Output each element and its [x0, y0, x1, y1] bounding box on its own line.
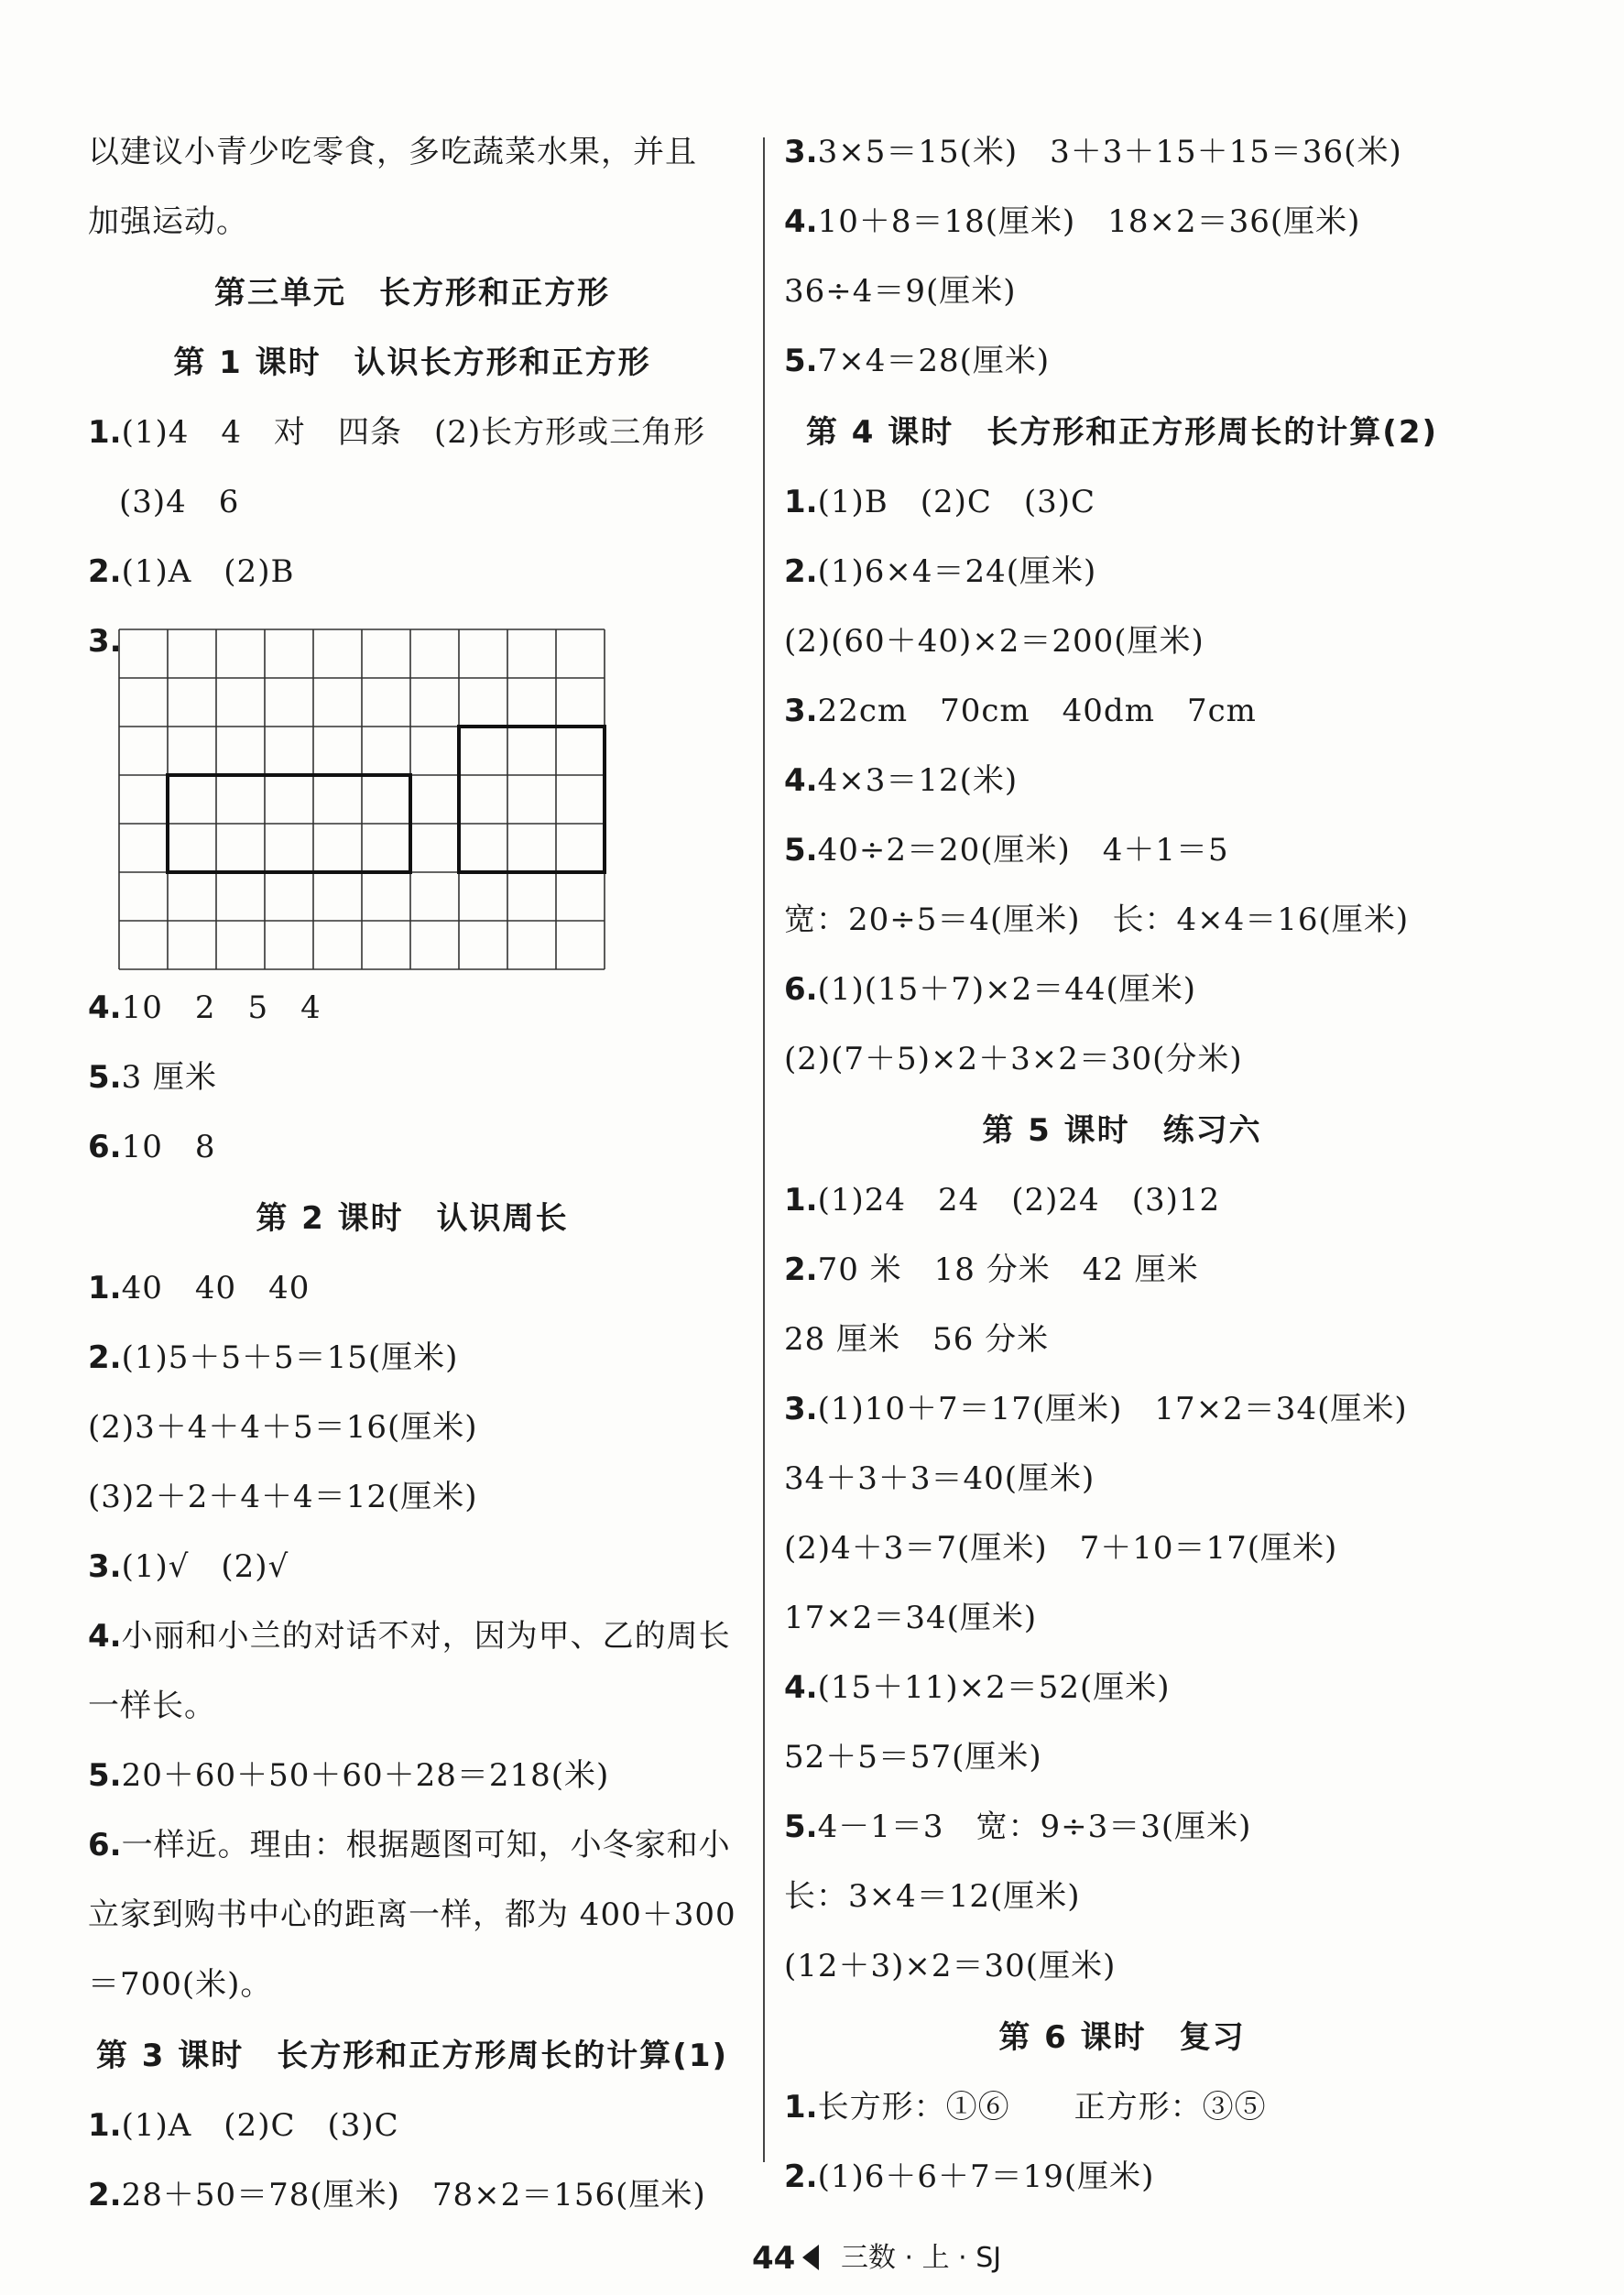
answer-text: 以建议小青少吃零食，多吃蔬菜水果，并且	[88, 134, 697, 170]
left-section-heading: 第 1 课时 认识长方形和正方形	[173, 344, 651, 381]
left-section-heading: 第 3 课时 长方形和正方形周长的计算(1)	[95, 2038, 729, 2074]
left-answer-line	[88, 2177, 706, 2213]
answer-text: 10＋8＝18(厘米) 18×2＝36(厘米)	[817, 203, 1361, 240]
answer-text: (1)5＋5＋5＝15(厘米)	[121, 1339, 459, 1376]
right-answer-line	[784, 1321, 1049, 1358]
question-number: 4.	[784, 203, 818, 240]
answer-text: 4－1＝3 宽：9÷3＝3(厘米)	[817, 1809, 1252, 1845]
answer-text: (2)3＋4＋4＋5＝16(厘米)	[88, 1409, 478, 1446]
right-answer-line	[784, 1182, 1220, 1219]
question-number: 3.	[784, 134, 818, 170]
right-answer-line	[784, 902, 1409, 938]
book-label: 三数 · 上 · SJ	[841, 2242, 1002, 2274]
page-footer	[0, 2235, 1624, 2281]
question-number: 2.	[784, 1251, 818, 1288]
answer-text: (1)(15＋7)×2＝44(厘米)	[817, 971, 1197, 1008]
left-answer-line	[88, 1896, 736, 1933]
right-answer-line	[784, 1739, 1042, 1776]
left-answer-line	[88, 134, 697, 170]
answer-text: 20＋60＋50＋60＋28＝218(米)	[121, 1757, 610, 1794]
right-answer-line	[784, 1948, 1116, 1984]
right-answer-line	[784, 273, 1017, 310]
right-answer-line	[784, 1600, 1037, 1636]
right-answer-line	[784, 1878, 1081, 1915]
question-number: 1.	[784, 1182, 818, 1219]
question-number: 4.	[88, 1618, 122, 1655]
answer-text: 长方形：①⑥ 正方形：③⑤	[817, 2089, 1267, 2126]
answer-text: (2)(7＋5)×2＋3×2＝30(分米)	[784, 1041, 1243, 1077]
answer-text: 7×4＝28(厘米)	[817, 343, 1051, 379]
left-section-heading: 第三单元 长方形和正方形	[214, 275, 610, 311]
question-number: 2.	[88, 553, 122, 590]
answer-text: 4×3＝12(米)	[817, 762, 1019, 799]
answer-text: (1)6×4＝24(厘米)	[817, 553, 1097, 590]
answer-text: 加强运动。	[88, 203, 248, 240]
right-answer-line	[784, 1530, 1337, 1567]
question-number: 1.	[88, 1270, 122, 1306]
answer-text: 34＋3＋3＝40(厘米)	[784, 1460, 1095, 1497]
answer-text: (1)A (2)C (3)C	[121, 2107, 399, 2144]
question-number: 3.	[88, 623, 122, 660]
right-answer-line	[784, 553, 1096, 590]
right-answer-line	[784, 1251, 1199, 1288]
left-answer-line	[88, 1827, 731, 1863]
right-answer-line	[784, 134, 1402, 170]
right-section-heading: 第 5 课时 练习六	[982, 1112, 1262, 1149]
right-section-heading: 第 4 课时 长方形和正方形周长的计算(2)	[805, 414, 1439, 451]
right-answer-line	[784, 1041, 1243, 1077]
right-answer-line	[784, 693, 1257, 729]
right-answer-line	[784, 2158, 1154, 2195]
grid-figure	[117, 628, 606, 971]
question-number: 5.	[88, 1757, 122, 1794]
question-number: 3.	[784, 693, 818, 729]
right-answer-line	[784, 623, 1204, 660]
left-answer-line	[88, 1129, 215, 1165]
question-number: 6.	[88, 1827, 122, 1863]
question-number: 2.	[88, 1339, 122, 1376]
answer-text: 10 8	[121, 1129, 216, 1165]
answer-text: 52＋5＝57(厘米)	[784, 1739, 1042, 1776]
question-number: 3.	[88, 1548, 122, 1585]
left-answer-line	[88, 1409, 477, 1446]
right-answer-line	[784, 971, 1196, 1008]
answer-text: 40 40 40	[121, 1270, 311, 1306]
right-answer-line	[784, 832, 1229, 869]
right-answer-line	[784, 203, 1360, 240]
left-answer-line	[88, 1548, 289, 1585]
left-answer-line	[88, 1966, 272, 2003]
left-answer-line	[88, 2107, 399, 2144]
answer-text: (1)6＋6＋7＝19(厘米)	[817, 2158, 1155, 2195]
answer-text: (15＋11)×2＝52(厘米)	[817, 1669, 1171, 1706]
column-divider	[763, 137, 765, 2162]
right-answer-line	[784, 762, 1018, 799]
left-answer-line	[88, 1339, 458, 1376]
answer-text: 28 厘米 56 分米	[784, 1321, 1050, 1358]
right-answer-line	[784, 484, 1095, 520]
answer-text: (1)24 24 (2)24 (3)12	[817, 1182, 1221, 1219]
left-answer-line	[88, 203, 248, 240]
question-number: 5.	[88, 1059, 122, 1096]
question-number: 4.	[784, 1669, 818, 1706]
right-section-heading: 第 6 课时 复习	[998, 2019, 1246, 2056]
answer-text: (1)4 4 对 四条 (2)长方形或三角形	[121, 414, 706, 451]
answer-text: 立家到购书中心的距离一样，都为 400＋300	[88, 1896, 736, 1933]
left-answer-line	[88, 553, 294, 590]
left-answer-line	[88, 1618, 731, 1655]
answer-text: 28＋50＝78(厘米) 78×2＝156(厘米)	[121, 2177, 706, 2213]
answer-text: 17×2＝34(厘米)	[784, 1600, 1038, 1636]
answer-text: (3)4 6	[119, 484, 240, 520]
question-number: 2.	[88, 2177, 122, 2213]
question-number: 6.	[784, 971, 818, 1008]
left-answer-line	[88, 414, 705, 451]
answer-text: 22cm 70cm 40dm 7cm	[817, 693, 1257, 729]
left-answer-line	[88, 1688, 216, 1724]
left-answer-line	[88, 1059, 217, 1096]
left-answer-line	[88, 1270, 310, 1306]
answer-text: (1)√ (2)√	[121, 1548, 289, 1585]
answer-text: 小丽和小兰的对话不对，因为甲、乙的周长	[121, 1618, 731, 1655]
question-number: 2.	[784, 2158, 818, 2195]
answer-text: (1)10＋7＝17(厘米) 17×2＝34(厘米)	[817, 1391, 1408, 1427]
question-number: 4.	[784, 762, 818, 799]
question-number: 1.	[88, 2107, 122, 2144]
left-answer-line	[88, 989, 322, 1026]
answer-text: (1)B (2)C (3)C	[817, 484, 1096, 520]
page-number: 44	[752, 2240, 796, 2277]
answer-text: 10 2 5 4	[121, 989, 322, 1026]
question-number: 5.	[784, 832, 818, 869]
left-answer-line	[119, 484, 239, 520]
answer-text: (2)4＋3＝7(厘米) 7＋10＝17(厘米)	[784, 1530, 1338, 1567]
left-answer-line	[88, 1479, 477, 1515]
answer-text: (1)A (2)B	[121, 553, 295, 590]
question-number: 4.	[88, 989, 122, 1026]
right-answer-line	[784, 2089, 1267, 2126]
question-number: 3.	[784, 1391, 818, 1427]
answer-text: 3 厘米	[121, 1059, 218, 1096]
left-section-heading: 第 2 课时 认识周长	[256, 1200, 569, 1237]
right-answer-line	[784, 1809, 1251, 1845]
question-number: 1.	[88, 414, 122, 451]
question-number: 6.	[88, 1129, 122, 1165]
answer-text: 一样长。	[88, 1688, 216, 1724]
answer-text: 70 米 18 分米 42 厘米	[817, 1251, 1199, 1288]
answer-text: ＝700(米)。	[88, 1966, 273, 2003]
drawn-square	[459, 727, 605, 872]
right-answer-line	[784, 1460, 1095, 1497]
answer-text: 长：3×4＝12(厘米)	[784, 1878, 1081, 1915]
right-answer-line	[784, 343, 1050, 379]
answer-text: 40÷2＝20(厘米) 4＋1＝5	[817, 832, 1229, 869]
answer-text: (2)(60＋40)×2＝200(厘米)	[784, 623, 1204, 660]
question-number: 2.	[784, 553, 818, 590]
arrow-left-icon	[802, 2245, 819, 2270]
answer-text: 3×5＝15(米) 3＋3＋15＋15＝36(米)	[817, 134, 1402, 170]
question-number: 1.	[784, 2089, 818, 2126]
answer-text: 一样近。理由：根据题图可知，小冬家和小	[121, 1827, 731, 1863]
left-answer-line	[88, 1757, 609, 1794]
answer-text: (12＋3)×2＝30(厘米)	[784, 1948, 1117, 1984]
answer-text: 36÷4＝9(厘米)	[784, 273, 1017, 310]
question-number: 1.	[784, 484, 818, 520]
question-number: 5.	[784, 343, 818, 379]
answer-text: (3)2＋2＋4＋4＝12(厘米)	[88, 1479, 478, 1515]
right-answer-line	[784, 1669, 1171, 1706]
answer-text: 宽：20÷5＝4(厘米) 长：4×4＝16(厘米)	[784, 902, 1410, 938]
question-number: 5.	[784, 1809, 818, 1845]
right-answer-line	[784, 1391, 1408, 1427]
